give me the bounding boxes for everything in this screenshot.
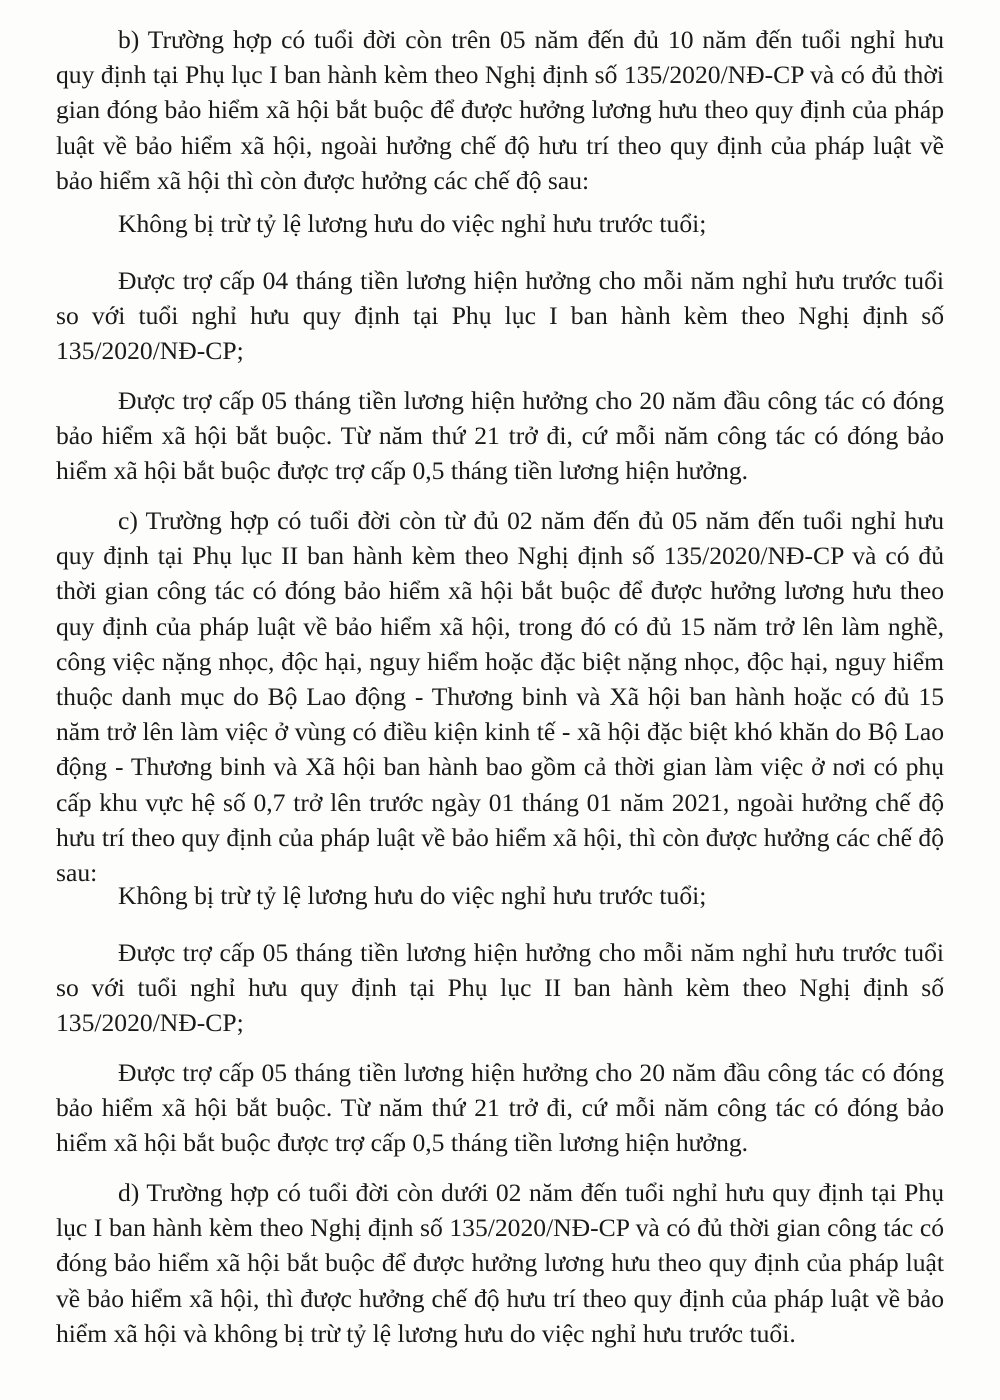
paragraph-c-allowance-service: Được trợ cấp 05 tháng tiền lương hiện hưởng cho 20 năm đầu công tác có đóng bảo hiểm xã hội bắt buộc. Từ năm thứ 21 trở đi, cứ mỗi năm công tác có đóng bảo hiểm xã hội bắt buộc được trợ cấp 0,5 tháng tiền lương hiện hưởng. (56, 1058, 944, 1158)
paragraph-b-allowance-service: Được trợ cấp 05 tháng tiền lương hiện hưởng cho 20 năm đầu công tác có đóng bảo hiểm xã hội bắt buộc. Từ năm thứ 21 trở đi, cứ mỗi năm công tác có đóng bảo hiểm xã hội bắt buộc được trợ cấp 0,5 tháng tiền lương hiện hưởng. (56, 386, 944, 486)
paragraph-c-no-deduction: Không bị trừ tỷ lệ lương hưu do việc nghỉ hưu trước tuổi; (118, 881, 707, 910)
paragraph-c-allowance-per-year: Được trợ cấp 05 tháng tiền lương hiện hưởng cho mỗi năm nghỉ hưu trước tuổi so với tuổi nghỉ hưu quy định tại Phụ lục II ban hành kèm theo Nghị định số 135/2020/NĐ-CP; (56, 938, 944, 1038)
paragraph-c: c) Trường hợp có tuổi đời còn từ đủ 02 năm đến đủ 05 năm đến tuổi nghỉ hưu quy định tại Phụ lục II ban hành kèm theo Nghị định số 135/2020/NĐ-CP và có đủ thời gian công tác có đóng bảo hiểm xã hội bắt buộc để được hưởng lương hưu theo quy định của pháp luật về bảo hiểm xã hội, trong đó có đủ 15 năm trở lên làm nghề, công việc nặng nhọc, độc hại, nguy hiểm hoặc đặc biệt nặng nhọc, độc hại, nguy hiểm thuộc danh mục do Bộ Lao động - Thương binh và Xã hội ban hành hoặc có đủ 15 năm trở lên làm việc ở vùng có điều kiện kinh tế - xã hội đặc biệt khó khăn do Bộ Lao động - Thương binh và Xã hội ban hành bao gồm cả thời gian làm việc ở nơi có phụ cấp khu vực hệ số 0,7 trở lên trước ngày 01 tháng 01 năm 2021, ngoài hưởng chế độ hưu trí theo quy định của pháp luật về bảo hiểm xã hội, thì còn được hưởng các chế độ sau: (56, 506, 944, 888)
paragraph-b-no-deduction: Không bị trừ tỷ lệ lương hưu do việc nghỉ hưu trước tuổi; (118, 209, 707, 238)
paragraph-b-allowance-per-year: Được trợ cấp 04 tháng tiền lương hiện hưởng cho mỗi năm nghỉ hưu trước tuổi so với tuổi nghỉ hưu quy định tại Phụ lục I ban hành kèm theo Nghị định số 135/2020/NĐ-CP; (56, 266, 944, 366)
paragraph-b: b) Trường hợp có tuổi đời còn trên 05 năm đến đủ 10 năm đến tuổi nghỉ hưu quy định tại Phụ lục I ban hành kèm theo Nghị định số 135/2020/NĐ-CP và có đủ thời gian đóng bảo hiểm xã hội bắt buộc để được hưởng lương hưu theo quy định của pháp luật về bảo hiểm xã hội, ngoài hưởng chế độ hưu trí theo quy định của pháp luật về bảo hiểm xã hội thì còn được hưởng các chế độ sau: (56, 25, 944, 195)
paragraph-d: d) Trường hợp có tuổi đời còn dưới 02 năm đến tuổi nghỉ hưu quy định tại Phụ lục I ban hành kèm theo Nghị định số 135/2020/NĐ-CP và có đủ thời gian công tác có đóng bảo hiểm xã hội bắt buộc để được hưởng lương hưu theo quy định của pháp luật về bảo hiểm xã hội, thì được hưởng chế độ hưu trí theo quy định của pháp luật về bảo hiểm xã hội và không bị trừ tỷ lệ lương hưu do việc nghỉ hưu trước tuổi. (56, 1178, 944, 1348)
